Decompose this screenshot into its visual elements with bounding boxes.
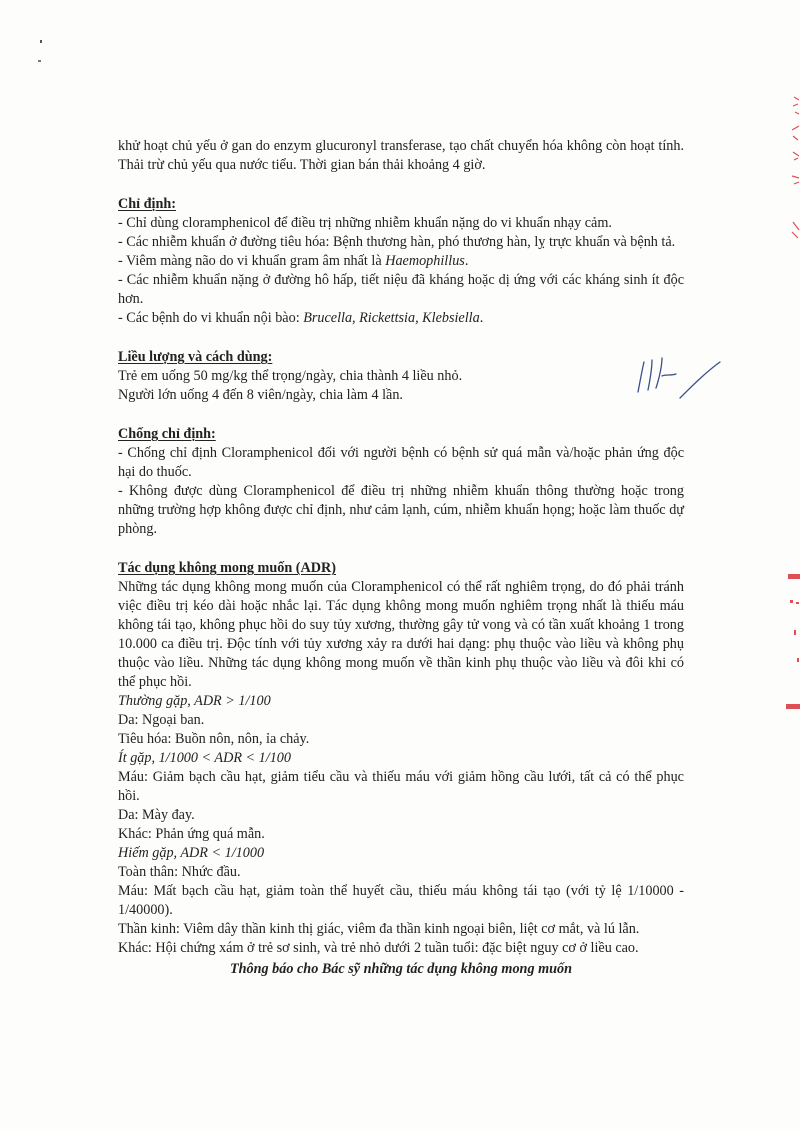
adr-item: Thần kinh: Viêm dây thần kinh thị giác, viêm đa thần kinh ngoại biên, liệt cơ mắt, và lú lẫn.	[118, 921, 640, 937]
adr-item: Da: Ngoại ban.	[118, 712, 205, 728]
dosage-line: Người lớn uống 4 đến 8 viên/ngày, chia làm 4 lần.	[118, 387, 403, 403]
adr-uncommon-label: Ít gặp, 1/1000 < ADR < 1/100	[118, 750, 291, 766]
indication-item: - Các nhiễm khuẩn nặng ở đường hô hấp, tiết niệu đã kháng hoặc dị ứng với các kháng sinh ít độc hơn.	[118, 272, 684, 307]
adr-item: Khác: Phản ứng quá mẫn.	[118, 826, 265, 842]
contraindications-section	[118, 425, 684, 539]
adr-rare-label: Hiếm gặp, ADR < 1/1000	[118, 845, 265, 861]
adr-item: Khác: Hội chứng xám ở trẻ sơ sinh, và trẻ nhỏ dưới 2 tuần tuổi: đặc biệt nguy cơ ở liều cao.	[118, 940, 639, 956]
scan-speck	[38, 60, 41, 62]
intro-paragraph: khử hoạt chủ yếu ở gan do enzym glucuronyl transferase, tạo chất chuyển hóa không còn hoạt tính. Thải trừ chủ yếu qua nước tiểu. Thời gian bán thải khoảng 4 giờ.	[118, 138, 684, 173]
adr-item: Tiêu hóa: Buồn nôn, nôn, ỉa chảy.	[118, 731, 310, 747]
adr-section	[118, 559, 684, 958]
adr-item: Máu: Giảm bạch cầu hạt, giảm tiểu cầu và thiếu máu với giảm hồng cầu lưới, tất cả có thể phục hồi.	[118, 769, 684, 804]
adr-common-label: Thường gặp, ADR > 1/100	[118, 693, 271, 709]
indication-item: - Viêm màng não do vi khuẩn gram âm nhất là Haemophillus.	[118, 253, 469, 269]
footer-notice: Thông báo cho Bác sỹ những tác dụng không mong muốn	[230, 961, 572, 977]
adr-heading: Tác dụng không mong muốn (ADR)	[118, 560, 336, 576]
indication-item: - Các bệnh do vi khuẩn nội bào: Brucella, Rickettsia, Klebsiella.	[118, 310, 484, 326]
adr-item: Máu: Mất bạch cầu hạt, giảm toàn thể huyết cầu, thiếu máu không tái tạo (với tỷ lệ 1/10000 - 1/40000).	[118, 883, 684, 918]
dosage-heading: Liều lượng và cách dùng:	[118, 349, 273, 365]
adr-item: Da: Mày đay.	[118, 807, 195, 823]
contraindication-item: - Không được dùng Cloramphenicol để điều trị những nhiễm khuẩn thông thường hoặc trong những trường hợp không được chỉ định, như cảm lạnh, cúm, nhiễm khuẩn họng; hoặc làm thuốc dự phòng.	[118, 483, 684, 537]
stamp-fragment-icon	[790, 92, 800, 242]
contraindications-heading: Chống chỉ định:	[118, 426, 216, 442]
indications-heading: Chỉ định:	[118, 196, 176, 212]
dosage-line: Trẻ em uống 50 mg/kg thể trọng/ngày, chia thành 4 liều nhỏ.	[118, 368, 463, 384]
indication-item: - Các nhiễm khuẩn ở đường tiêu hóa: Bệnh thương hàn, phó thương hàn, lỵ trực khuẩn và bệnh tả.	[118, 234, 676, 250]
adr-intro: Những tác dụng không mong muốn của Cloramphenicol có thể rất nghiêm trọng, do đó phải tránh việc điều trị kéo dài hoặc nhắc lại. Tác dụng không mong muốn nghiêm trọng nhất là thiếu máu không tái tạo, không phục hồi do suy tủy xương, thường gây tử vong và có tần xuất khoảng 1 trong 10.000 ca điều trị. Độc tính với tủy xương xảy ra dưới hai dạng: phụ thuộc vào liều và không phụ thuộc vào liều. Những tác dụng không mong muốn về thần kinh phụ thuộc vào liều và đôi khi có thể phục hồi.	[118, 579, 684, 690]
indications-section	[118, 195, 684, 328]
scan-speck	[40, 40, 42, 43]
dosage-section	[118, 348, 684, 405]
red-edge-mark-icon	[786, 568, 800, 718]
document-body	[118, 137, 684, 979]
indication-item: - Chỉ dùng cloramphenicol để điều trị những nhiễm khuẩn nặng do vi khuẩn nhạy cảm.	[118, 215, 612, 231]
contraindication-item: - Chống chỉ định Cloramphenicol đối với người bệnh có bệnh sử quá mẫn và/hoặc phản ứng độc hại do thuốc.	[118, 445, 684, 480]
adr-item: Toàn thân: Nhức đầu.	[118, 864, 241, 880]
